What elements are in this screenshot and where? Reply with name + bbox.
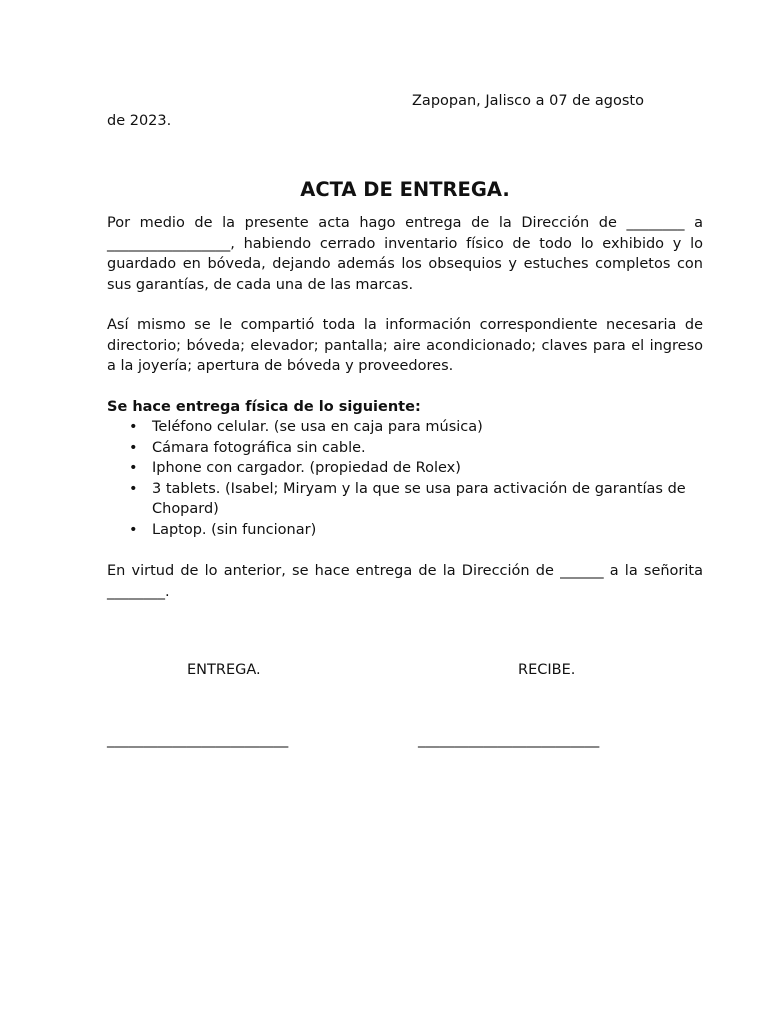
list-item-text: Laptop. (sin funcionar) <box>152 521 317 538</box>
signature-label-recibe: RECIBE. <box>518 662 576 678</box>
bullet-icon: • <box>129 480 138 497</box>
signature-label-entrega: ENTREGA. <box>187 662 261 678</box>
bullet-icon: • <box>129 460 138 476</box>
signature-line-entrega: _________________________ <box>107 732 289 748</box>
list-item-text: Cámara fotográfica sin cable. <box>152 439 366 456</box>
list-item-text: Iphone con cargador. (propiedad de Rolex) <box>152 460 461 476</box>
list-item <box>107 417 703 438</box>
list-item <box>107 438 703 459</box>
paragraph-information-shared: Así mismo se le compartió toda la información correspondiente necesaria de directorio; bóveda; elevador; pantalla; aire acondicionado; claves para el ingreso a la joyería; apertura de bóveda y proveedores. <box>107 317 703 374</box>
date-line: Zapopan, Jalisco a 07 de agosto de 2023. <box>107 93 644 129</box>
paragraph-conclusion: En virtud de lo anterior, se hace entrega de la Dirección de ______ a la señorita ________. <box>107 563 703 600</box>
list-item-text: Teléfono celular. (se usa en caja para música) <box>152 419 483 435</box>
list-item <box>107 458 703 479</box>
bullet-icon: • <box>129 521 138 538</box>
bullet-icon: • <box>129 439 138 456</box>
signature-line-recibe: _________________________ <box>418 732 600 748</box>
document-title: ACTA DE ENTREGA. <box>300 178 510 201</box>
delivered-items-list <box>107 417 703 540</box>
list-item <box>107 520 703 541</box>
bullet-icon: • <box>129 419 138 435</box>
list-item <box>107 479 703 520</box>
list-item-text: 3 tablets. (Isabel; Miryam y la que se usa para activación de garantías de Chopard) <box>152 480 686 517</box>
paragraph-handover: Por medio de la presente acta hago entrega de la Dirección de ________ a _________________, habiendo cerrado inventario físico de todo lo exhibido y lo guardado en bóveda, dejando además los obsequios y estuches completos con sus garantías, de cada una de las marcas. <box>107 215 703 293</box>
list-heading: Se hace entrega física de lo siguiente: <box>107 399 421 415</box>
